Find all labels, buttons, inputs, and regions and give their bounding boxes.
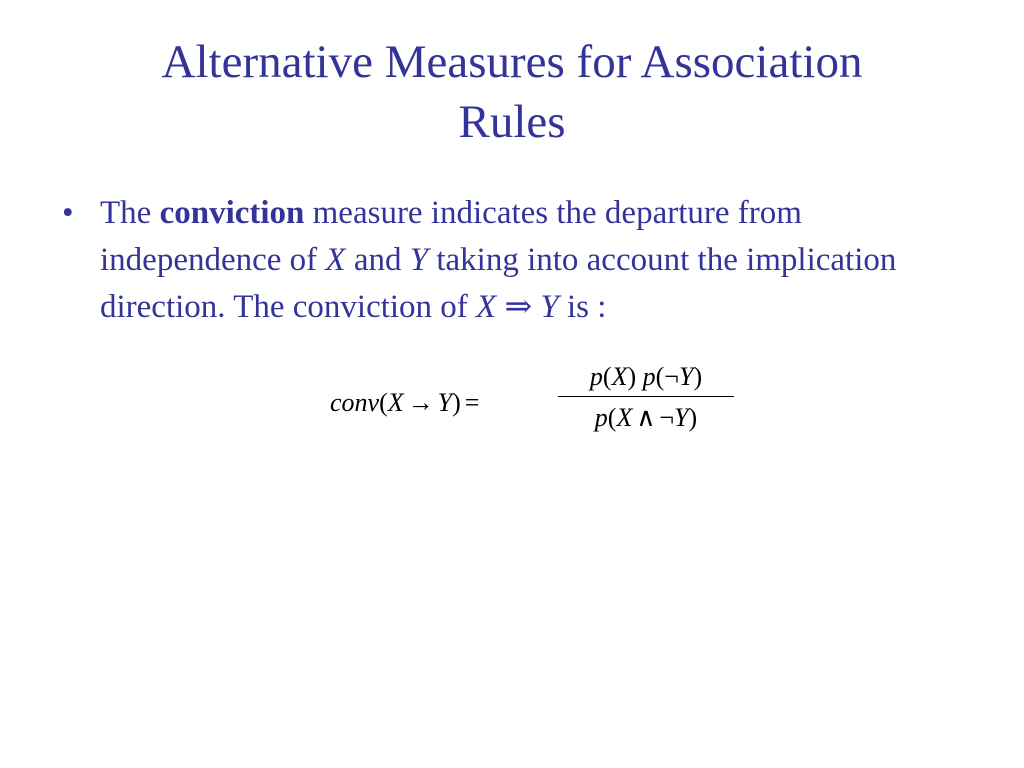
formula-paren: ( bbox=[379, 388, 388, 417]
not-symbol: ¬ bbox=[659, 403, 675, 432]
bullet-item bbox=[62, 190, 982, 331]
implies-symbol: ⇒ bbox=[496, 289, 541, 325]
formula-paren: ( bbox=[607, 403, 617, 432]
formula-var-x: X bbox=[616, 403, 633, 432]
bullet-text-part: taking into account the implication direction. The conviction of bbox=[100, 242, 897, 325]
formula-p: p bbox=[594, 403, 608, 432]
bold-term: conviction bbox=[159, 195, 305, 231]
var-x: X bbox=[325, 242, 346, 278]
bullet-marker: • bbox=[62, 195, 74, 231]
formula-paren: ( bbox=[655, 362, 665, 391]
formula-fn: conv bbox=[330, 388, 380, 417]
var-y: Y bbox=[409, 242, 429, 278]
formula-lhs bbox=[330, 388, 483, 418]
arrow-symbol: → bbox=[407, 388, 434, 417]
formula-p: p bbox=[642, 362, 656, 391]
slide-title bbox=[40, 32, 984, 152]
and-symbol: ∧ bbox=[636, 403, 656, 432]
formula-var-y: Y bbox=[678, 362, 694, 391]
var-y: Y bbox=[540, 289, 559, 325]
formula-paren: ) bbox=[688, 403, 698, 432]
fraction-denominator bbox=[558, 401, 734, 435]
formula-p: p bbox=[589, 362, 603, 391]
formula-var-x: X bbox=[611, 362, 628, 391]
bullet-text-part: measure indicates the departure from independence of bbox=[100, 195, 802, 278]
bullet-text-part: The bbox=[100, 195, 160, 231]
formula-paren: ) bbox=[693, 362, 703, 391]
not-symbol: ¬ bbox=[664, 362, 679, 391]
fraction-numerator bbox=[558, 360, 734, 394]
bullet-text-part: is : bbox=[558, 289, 607, 325]
formula-var-y: Y bbox=[674, 403, 689, 432]
formula-paren: ( bbox=[602, 362, 612, 391]
formula-var-y: Y bbox=[437, 388, 453, 417]
fraction-bar bbox=[558, 396, 734, 397]
formula-var-x: X bbox=[387, 388, 404, 417]
title-line-1: Alternative Measures for Association bbox=[161, 36, 863, 88]
equals-symbol: = bbox=[464, 388, 480, 417]
formula-paren: ) bbox=[452, 388, 461, 417]
conviction-formula bbox=[330, 360, 750, 460]
bullet-text-part: and bbox=[345, 242, 410, 278]
formula-fraction bbox=[558, 360, 734, 435]
title-line-2: Rules bbox=[458, 96, 566, 148]
bullet-text bbox=[100, 190, 982, 331]
var-x: X bbox=[476, 289, 497, 325]
formula-paren: ) bbox=[627, 362, 637, 391]
